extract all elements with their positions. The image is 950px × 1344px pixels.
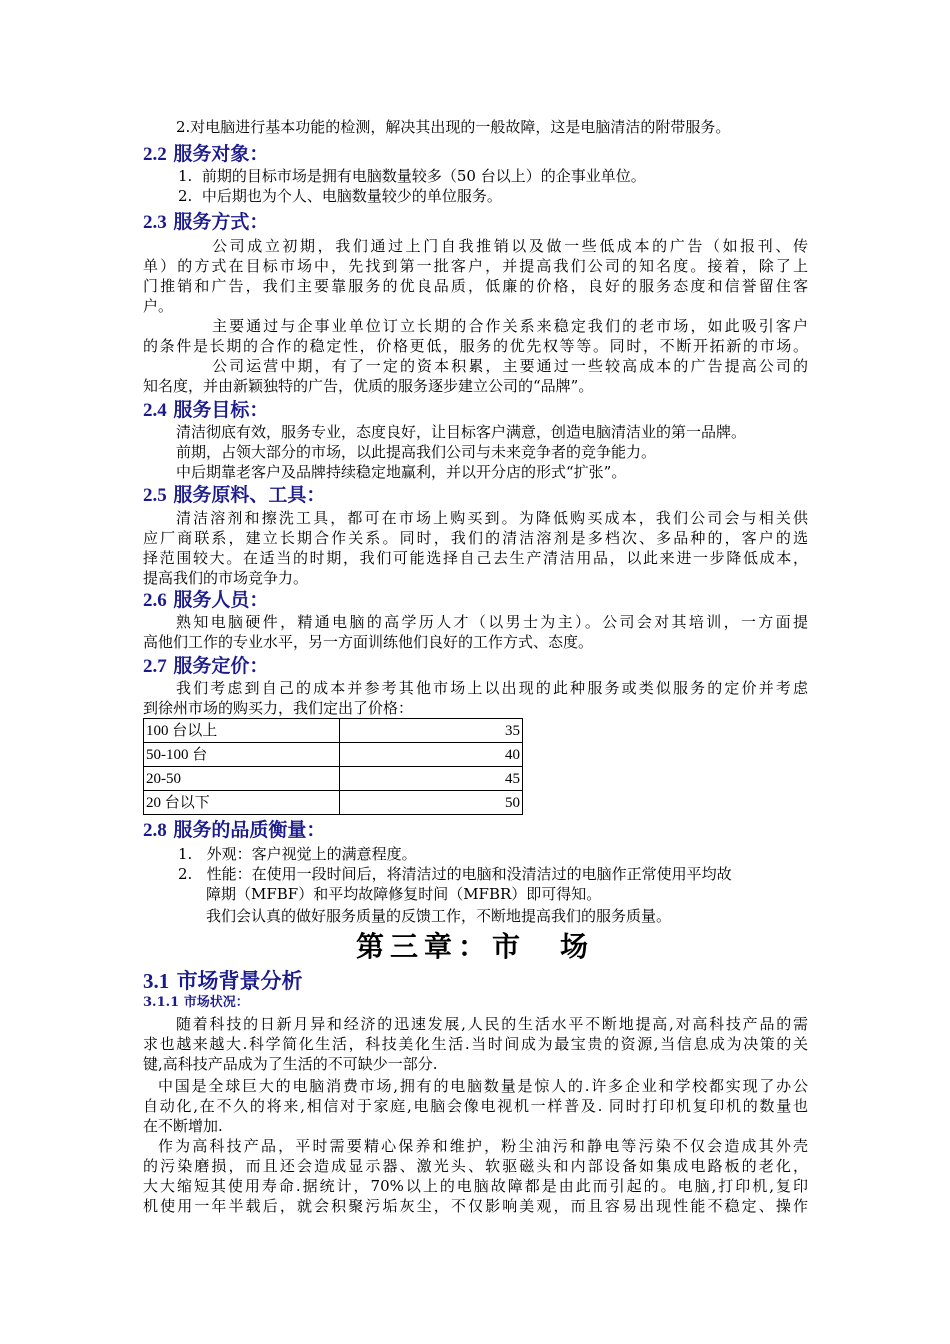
list-item: 1. 前期的目标市场是拥有电脑数量较多（50 台以上）的企事业单位。 [178, 167, 646, 185]
table-cell-price: 50 [340, 791, 523, 815]
paragraph-line: 户。 [143, 297, 174, 315]
list-item-continuation: 障期（MFBF）和平均故障修复时间（MFBR）即可得知。 [206, 885, 602, 903]
paragraph-line: 作为高科技产品，平时需要精心保养和维护，粉尘油污和静电等污染不仅会造成其外壳 [158, 1137, 808, 1155]
price-table [143, 718, 523, 815]
heading-2-7: 2.7 服务定价： [143, 655, 269, 677]
paragraph-line: 在不断增加. [143, 1117, 223, 1135]
paragraph-line: 的条件是长期的合作的稳定性，价格更低，服务的优先权等等。同时，不断开拓新的市场。 [143, 337, 808, 355]
paragraph-line: 随着科技的日新月异和经济的迅速发展,人民的生活水平不断地提高,对高科技产品的需 [176, 1015, 808, 1033]
heading-2-4: 2.4 服务目标： [143, 399, 269, 421]
paragraph-line: 的污染磨损，而且还会造成显示器、激光头、软驱磁头和内部设备如集成电路板的老化， [143, 1157, 808, 1175]
paragraph-line: 前期，占领大部分的市场，以此提高我们公司与未来竞争者的竞争能力。 [176, 443, 657, 461]
paragraph-line: 知名度，并由新颖独特的广告，优质的服务逐步建立公司的“品牌”。 [143, 377, 594, 395]
heading-2-8: 2.8 服务的品质衡量： [143, 819, 326, 841]
paragraph-line: 提高我们的市场竞争力。 [143, 569, 309, 587]
paragraph-line: 中后期靠老客户及品牌持续稳定地赢利，并以开分店的形式“扩张”。 [176, 463, 627, 481]
heading-2-6: 2.6 服务人员： [143, 589, 269, 611]
table-row [144, 791, 523, 815]
table-cell-range: 20-50 [144, 767, 340, 791]
table-cell-range: 20 台以下 [144, 791, 340, 815]
table-cell-price: 45 [340, 767, 523, 791]
paragraph-line: 求也越来越大.科学简化生活，科技美化生活.当时间成为最宝贵的资源,当信息成为决策的关 [143, 1035, 808, 1053]
paragraph-line: 我们会认真的做好服务质量的反馈工作，不断地提高我们的服务质量。 [206, 907, 672, 925]
list-item: 1. 外观：客户视觉上的满意程度。 [178, 845, 417, 863]
paragraph-line: 大大缩短其使用寿命.据统计，70%以上的电脑故障都是由此而引起的。电脑,打印机,复印 [143, 1177, 808, 1195]
heading-2-5: 2.5 服务原料、工具： [143, 484, 326, 506]
paragraph-line: 自动化,在不久的将来,相信对于家庭,电脑会像电视机一样普及. 同时打印机复印机的数量也 [143, 1097, 808, 1115]
table-row [144, 719, 523, 743]
paragraph-line: 公司成立初期，我们通过上门自我推销以及做一些低成本的广告（如报刊、传 [212, 237, 808, 255]
list-item: 2. 性能：在使用一段时间后，将清洁过的电脑和没清洁过的电脑作正常使用平均故 [178, 865, 732, 883]
paragraph-line: 主要通过与企事业单位订立长期的合作关系来稳定我们的老市场，如此吸引客户 [212, 317, 808, 335]
paragraph-line: 到徐州市场的购买力，我们定出了价格： [143, 699, 414, 717]
paragraph-line: 清洁彻底有效，服务专业，态度良好，让目标客户满意，创造电脑清洁业的第一品牌。 [176, 423, 747, 441]
table-row [144, 743, 523, 767]
paragraph-line: 高他们工作的专业水平，另一方面训练他们良好的工作方式、态度。 [143, 633, 594, 651]
table-cell-price: 40 [340, 743, 523, 767]
paragraph-line: 熟知电脑硬件，精通电脑的高学历人才（以男士为主）。公司会对其培训，一方面提 [176, 613, 808, 631]
table-cell-range: 100 台以上 [144, 719, 340, 743]
paragraph-line: 清洁溶剂和擦洗工具，都可在市场上购买到。为降低购买成本，我们公司会与相关供 [176, 509, 808, 527]
heading-3-1: 3.1 市场背景分析 [143, 968, 303, 993]
paragraph-line: 门推销和广告，我们主要靠服务的优良品质，低廉的价格，良好的服务态度和信誉留住客 [143, 277, 808, 295]
heading-2-3: 2.3 服务方式： [143, 211, 269, 233]
paragraph-line: 公司运营中期，有了一定的资本积累，主要通过一些较高成本的广告提高公司的 [212, 357, 808, 375]
paragraph-line: 机使用一年半载后，就会积聚污垢灰尘，不仅影响美观，而且容易出现性能不稳定、操作 [143, 1197, 808, 1215]
list-item: 2. 中后期也为个人、电脑数量较少的单位服务。 [178, 187, 502, 205]
paragraph-line: 择范围较大。在适当的时期，我们可能选择自己去生产清洁用品，以此来进一步降低成本， [143, 549, 808, 567]
heading-3-1-1: 3.1.1 市场状况： [143, 995, 249, 1010]
paragraph-line: 中国是全球巨大的电脑消费市场,拥有的电脑数量是惊人的.许多企业和学校都实现了办公 [158, 1077, 808, 1095]
table-cell-price: 35 [340, 719, 523, 743]
intro-line: 2.对电脑进行基本功能的检测，解决其出现的一般故障，这是电脑清洁的附带服务。 [176, 118, 731, 136]
paragraph-line: 键,高科技产品成为了生活的不可缺少一部分. [143, 1055, 438, 1073]
table-row [144, 767, 523, 791]
chapter-title: 第三章：市 场 [355, 930, 594, 963]
paragraph-line: 应厂商联系，建立长期合作关系。同时，我们的清洁溶剂是多档次、多品种的，客户的选 [143, 529, 808, 547]
paragraph-line: 单）的方式在目标市场中，先找到第一批客户，并提高我们公司的知名度。接着，除了上 [143, 257, 808, 275]
paragraph-line: 我们考虑到自己的成本并参考其他市场上以出现的此种服务或类似服务的定价并考虑 [176, 679, 808, 697]
table-cell-range: 50-100 台 [144, 743, 340, 767]
heading-2-2: 2.2 服务对象： [143, 143, 269, 165]
